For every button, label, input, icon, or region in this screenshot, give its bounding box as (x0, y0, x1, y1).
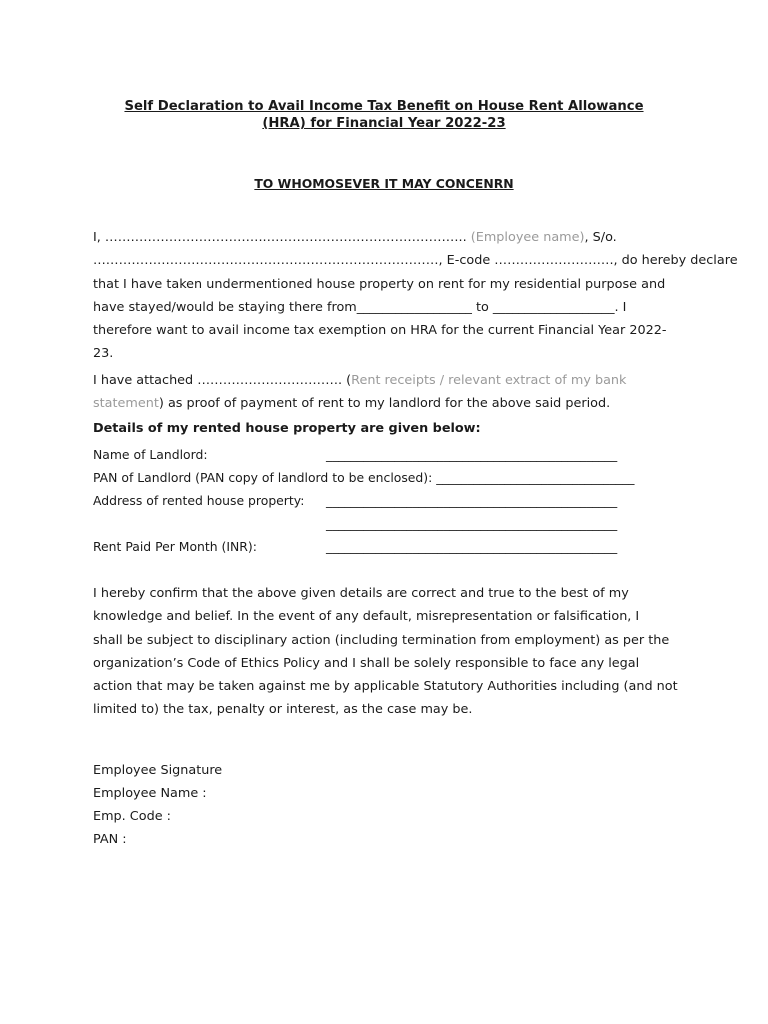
address-line-1: _______________________________________________ (326, 493, 618, 508)
attachment-line-2 (93, 392, 678, 415)
details-heading: Details of my rented house property are given below: (93, 421, 481, 436)
attachment-line-1 (93, 369, 678, 392)
declaration-line-6: 23. (93, 346, 114, 362)
declaration-line-1-text: I, ………………………………..……………………………………….. (93, 230, 471, 245)
employee-name-hint: (Employee name) (470, 230, 585, 245)
confirmation-line-1: I hereby confirm that the above given details are correct and true to the best of my (93, 586, 629, 601)
landlord-name-line: _______________________________________________ (326, 447, 618, 462)
declaration-line-1-end: , S/o. (584, 230, 617, 245)
pan-landlord-label-text: PAN of Landlord (PAN copy of landlord to be enclosed): (93, 470, 437, 485)
pan-landlord-line: ________________________________ (436, 470, 635, 485)
title-line-1: Self Declaration to Avail Income Tax Benefit on House Rent Allowance (124, 99, 644, 114)
document-title (0, 98, 768, 132)
emp-code-label: Emp. Code : (93, 809, 171, 824)
landlord-name-label: Name of Landlord: (93, 447, 208, 462)
employee-name-label: Employee Name : (93, 786, 207, 801)
attachment-line-1-text: I have attached ……………………………. ( (93, 373, 352, 388)
confirmation-line-6: limited to) the tax, penalty or interest, as the case may be. (93, 702, 473, 718)
address-label: Address of rented house property: (93, 493, 305, 508)
address-line-2: _______________________________________________ (326, 516, 618, 531)
declaration-line-1 (93, 226, 678, 249)
statement-hint: statement (93, 396, 159, 412)
title-line-2: (HRA) for Financial Year 2022-23 (262, 116, 506, 131)
attachment-line-2-text: ) as proof of payment of rent to my landlord for the above said period. (158, 396, 611, 412)
rent-receipts-hint: Rent receipts / relevant extract of my bank (351, 373, 627, 388)
rent-line: _______________________________________________ (326, 539, 618, 554)
to-whom-heading: TO WHOMOSEVER IT MAY CONCENRN (254, 176, 514, 191)
employee-signature-label: Employee Signature (93, 763, 223, 778)
confirmation-line-4: organization’s Code of Ethics Policy and I shall be solely responsible to face any legal (93, 655, 640, 671)
declaration-paragraph (93, 226, 738, 366)
declaration-line-5: therefore want to avail income tax exemption on HRA for the current Financial Year 2022- (93, 323, 667, 339)
confirmation-paragraph (93, 582, 678, 722)
declaration-line-4: have stayed/would be staying there from__________________ to ___________________. I (93, 299, 627, 315)
attachment-paragraph (93, 369, 678, 416)
declaration-line-3: that I have taken undermentioned house property on rent for my residential purpose and (93, 276, 666, 292)
confirmation-line-3: shall be subject to disciplinary action (including termination from employment) as per the (93, 632, 670, 648)
confirmation-line-5: action that may be taken against me by applicable Statutory Authorities including (and not (93, 679, 678, 695)
confirmation-line-2: knowledge and belief. In the event of any default, misrepresentation or falsification, I (93, 609, 640, 625)
rent-label: Rent Paid Per Month (INR): (93, 539, 257, 554)
pan-landlord-label (93, 470, 634, 485)
pan-label: PAN : (93, 832, 127, 847)
declaration-line-2: ………………………………………………………………………, E-code ………………………., do hereby declare (93, 253, 738, 269)
